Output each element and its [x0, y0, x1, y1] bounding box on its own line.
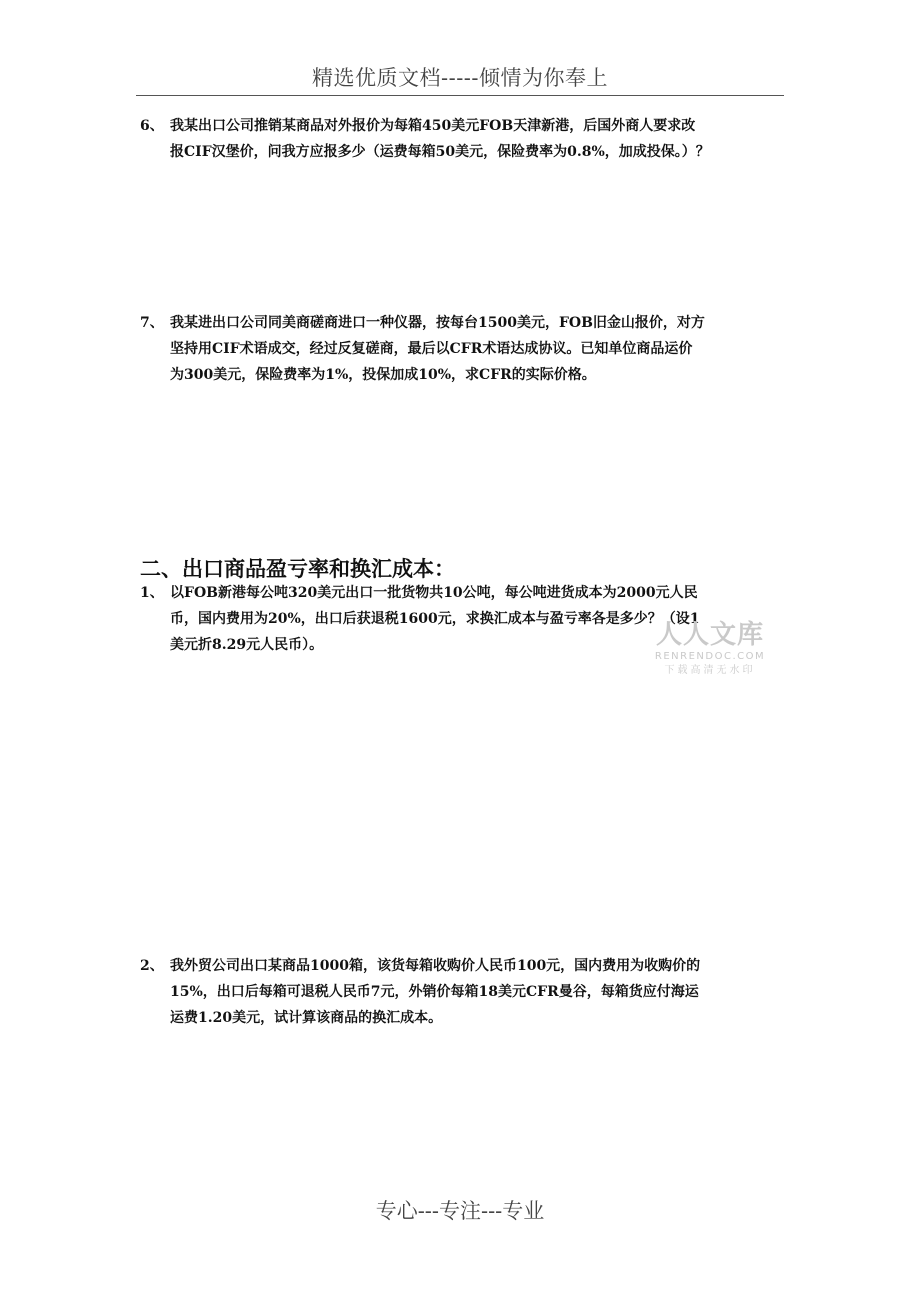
question-line: 为300美元，保险费率为1%，投保加成10%，求CFR的实际价格。	[170, 367, 596, 383]
section2-question-2	[140, 953, 790, 1031]
question-number: 7、	[140, 315, 164, 331]
question-number: 6、	[140, 118, 164, 134]
watermark-slogan: 下载高清无水印	[664, 665, 756, 676]
question-line: 报CIF汉堡价，问我方应报多少（运费每箱50美元，保险费率为0.8%，加成投保。）？	[170, 144, 710, 160]
question-number: 2、	[140, 958, 164, 974]
renrendoc-watermark	[640, 620, 780, 684]
page-footer: 专心---专注---专业	[375, 1199, 545, 1223]
watermark-logo-text: 人人文库	[655, 620, 764, 650]
watermark-domain: RENRENDOC.COM	[654, 651, 766, 662]
question-line: 坚持用CIF术语成交，经过反复磋商，最后以CFR术语达成协议。已知单位商品运价	[170, 341, 693, 357]
page-header: 精选优质文档-----倾情为你奉上	[312, 66, 608, 90]
question-6	[140, 113, 790, 165]
question-line: 我外贸公司出口某商品1000箱，该货每箱收购价人民币100元，国内费用为收购价的	[170, 958, 701, 974]
question-line: 我某出口公司推销某商品对外报价为每箱450美元FOB天津新港，后国外商人要求改	[170, 118, 696, 134]
question-number: 1、	[140, 585, 164, 601]
header-divider	[136, 95, 784, 96]
question-line: 运费1.20美元，试计算该商品的换汇成本。	[170, 1010, 443, 1026]
question-line: 以FOB新港每公吨320美元出口一批货物共10公吨，每公吨进货成本为2000元人民	[170, 585, 698, 601]
question-line: 币，国内费用为20%，出口后获退税1600元，求换汇成本与盈亏率各是多少？（设1	[170, 611, 700, 627]
question-7	[140, 310, 790, 388]
question-line: 15%，出口后每箱可退税人民币7元，外销价每箱18美元CFR曼谷，每箱货应付海运	[170, 984, 699, 1000]
question-line: 我某进出口公司同美商磋商进口一种仪器，按每台1500美元，FOB旧金山报价，对方	[170, 315, 705, 331]
section-title: 二、出口商品盈亏率和换汇成本：	[140, 556, 455, 581]
question-line: 美元折8.29元人民币）。	[170, 637, 324, 653]
